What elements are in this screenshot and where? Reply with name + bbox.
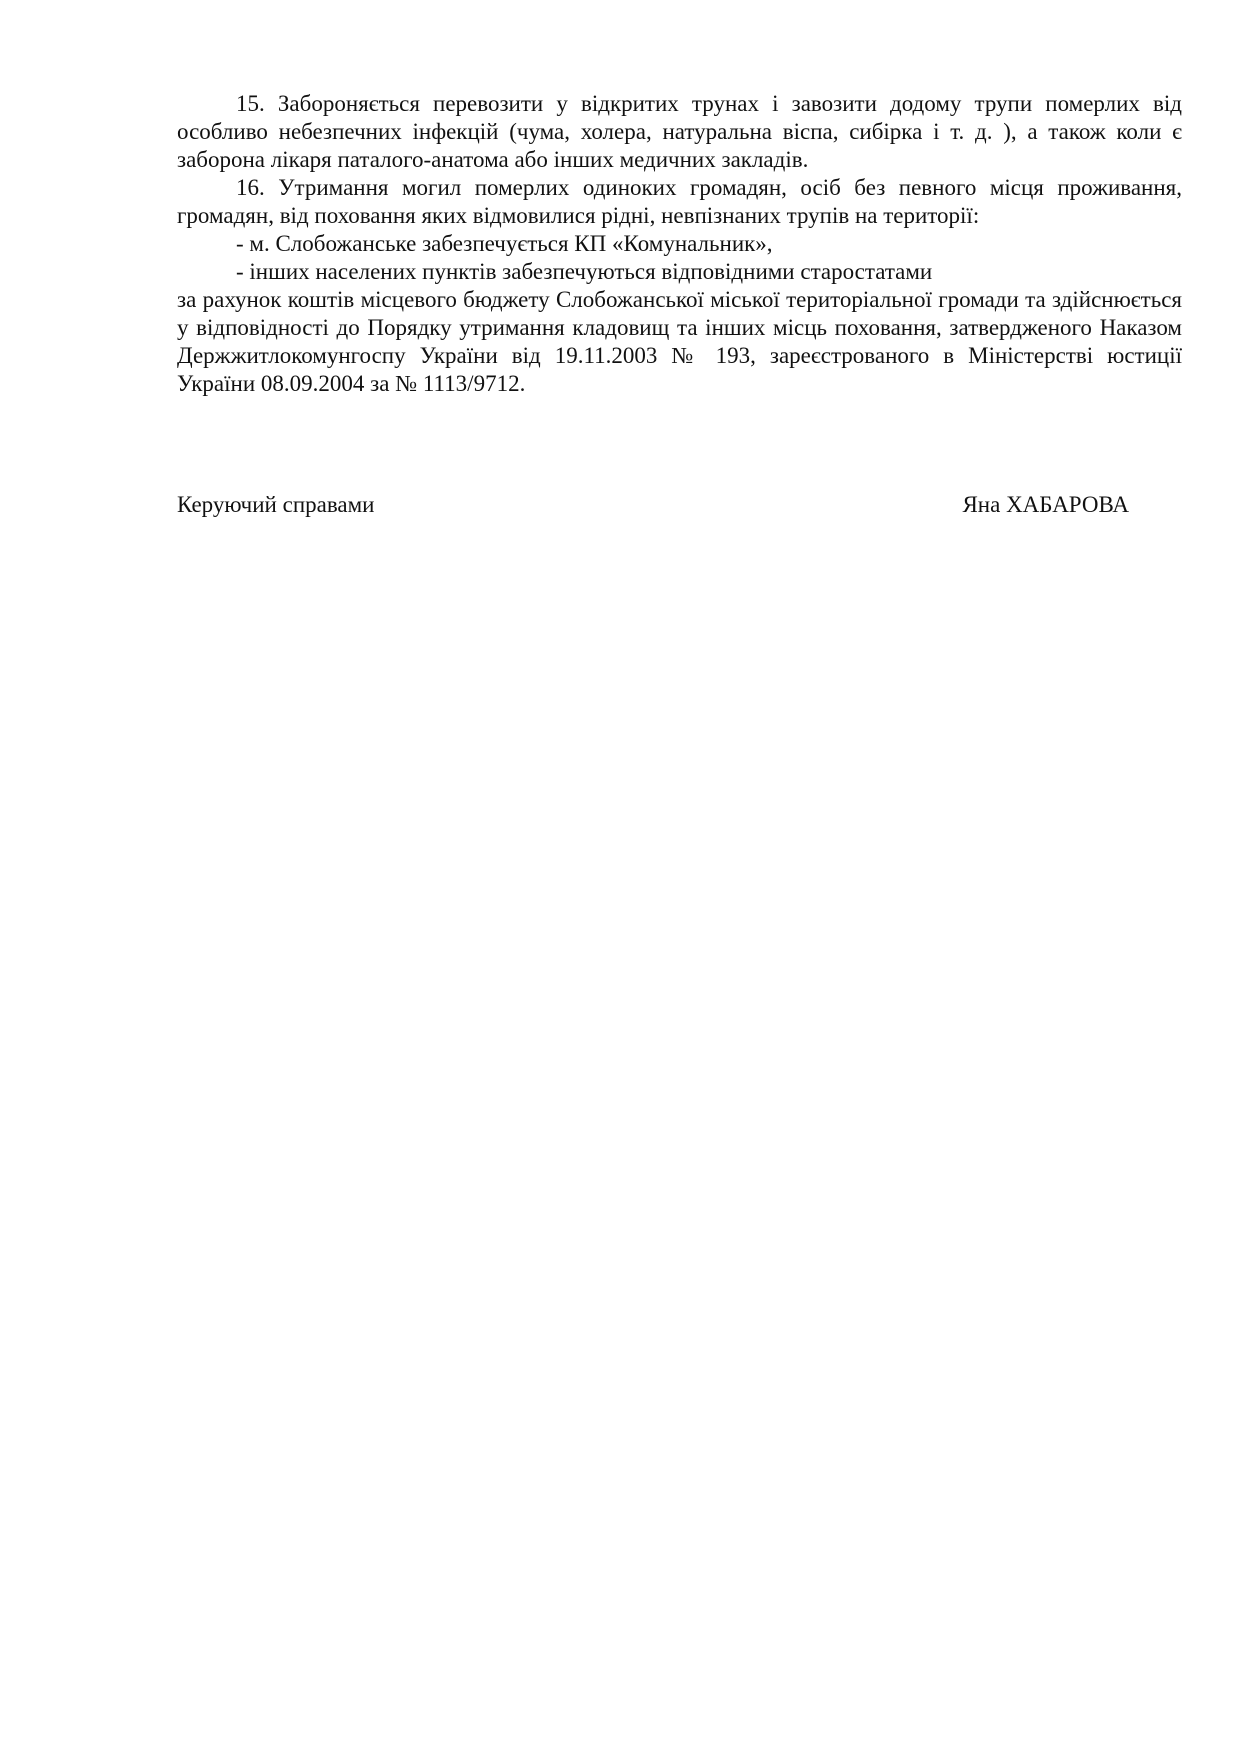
paragraph-16-intro: 16. Утримання могил померлих одиноких громадян, осіб без певного місця проживання, громадян, від поховання яких відмовилися рідні, невпізнаних трупів на території: [177,175,1182,228]
paragraph-16-item-2: - інших населених пунктів забезпечуються відповідними старостатами [236,259,933,284]
signatory-position: Керуючий справами [177,492,375,517]
paragraph-15: 15. Забороняється перевозити у відкритих трунах і завозити додому трупи померлих від особливо небезпечних інфекцій (чума, холера, натуральна віспа, сибірка і т. д. ), а також коли є заборона лікаря паталого-анатома або інших медичних закладів. [177,91,1182,172]
document-body [177,90,1182,398]
signatory-name: Яна ХАБАРОВА [962,492,1129,517]
paragraph-16-item-1: - м. Слобожанське забезпечується КП «Комунальник», [236,231,773,256]
signature-block [177,491,1129,519]
paragraph-16-continuation: за рахунок коштів місцевого бюджету Слобожанської міської територіальної громади та здійснюється у відповідності до Порядку утримання кладовищ та інших місць поховання, затвердженого Наказом Держжитлокомунгоспу України від 19.11.2003 № 193, зареєстрованого в Міністерстві юстиції України 08.09.2004 за № 1113/9712. [177,287,1182,396]
